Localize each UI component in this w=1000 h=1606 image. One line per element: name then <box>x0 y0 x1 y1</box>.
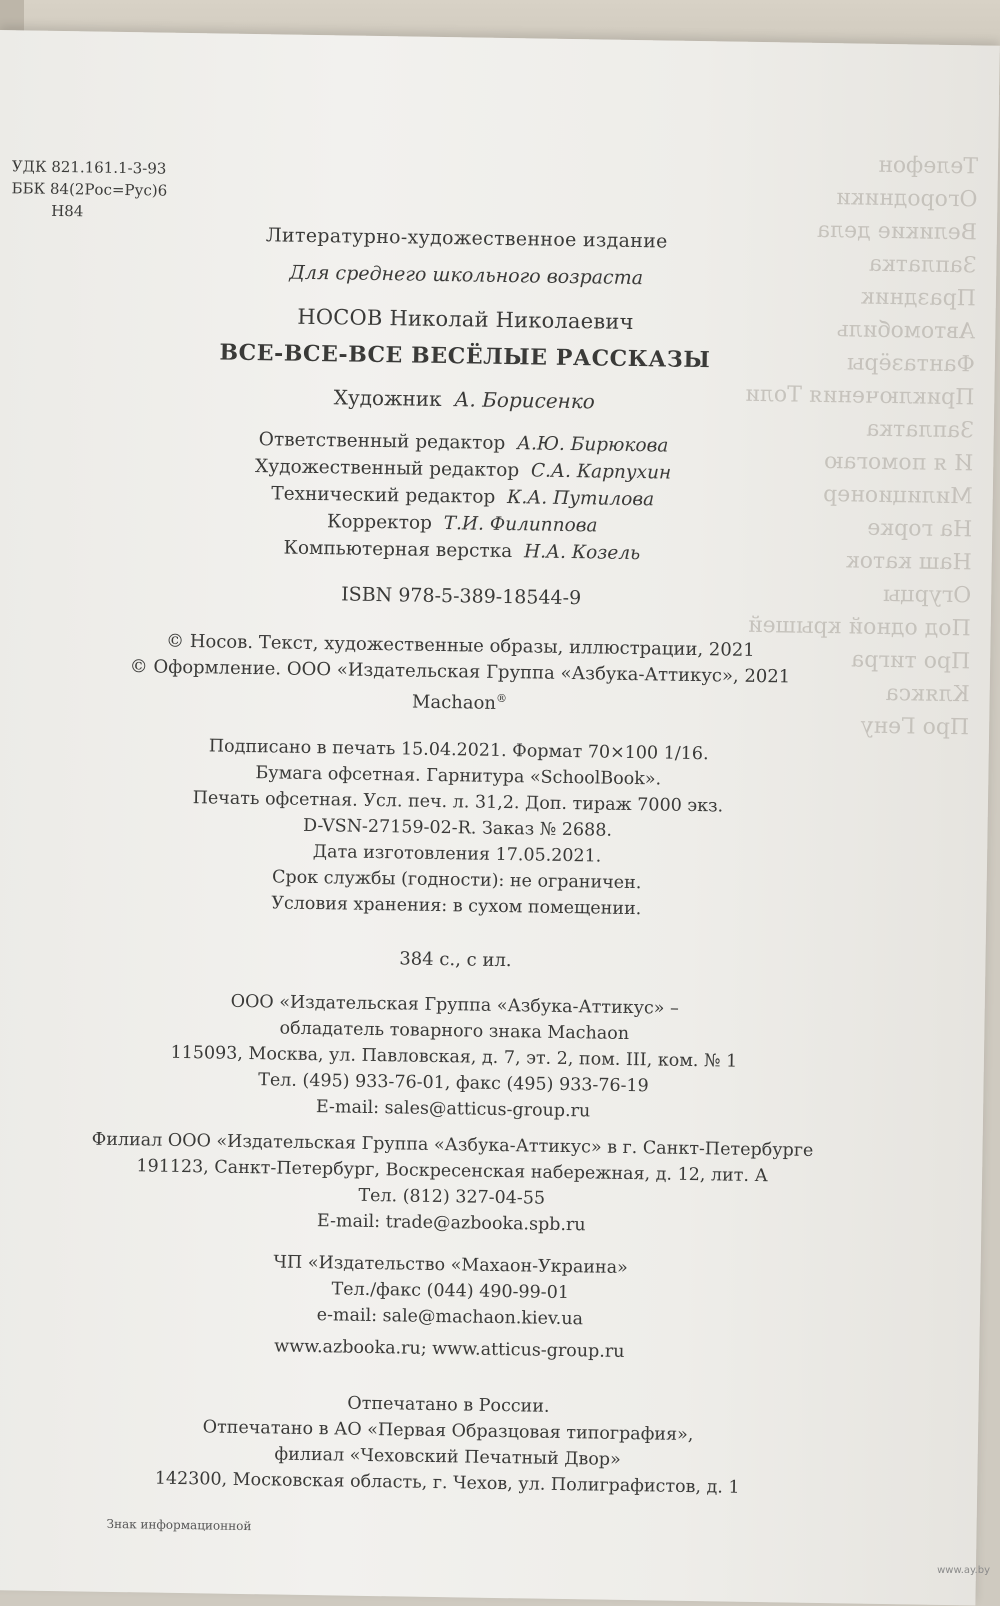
ukraine-block <box>0 1245 921 1338</box>
signed-line: Подписано в печать 15.04.2021. Формат 70×100 1/16. <box>208 736 709 765</box>
editorial-credits <box>0 422 934 572</box>
ukraine-line: ЧП «Издательство «Махаон-Украина» <box>273 1252 628 1279</box>
isbn: ISBN 978-5-389-18544-9 <box>341 583 582 610</box>
book-page <box>0 30 1000 1606</box>
print-line: Печать офсетная. Усл. печ. л. 31,2. Доп. тираж 7000 экз. <box>192 788 724 817</box>
artist-role: Художник <box>333 385 442 411</box>
filial-line: Тел. (812) 327-04-55 <box>358 1185 546 1209</box>
credit-role: Ответственный редактор <box>258 429 506 454</box>
credit-name: С.А. Карпухин <box>530 460 672 484</box>
edition-type: Литературно-художественное издание <box>265 224 668 253</box>
bleed-row: Огородники <box>835 185 978 213</box>
publisher-line: ООО «Издательская Группа «Азбука-Аттикус» – <box>230 991 679 1019</box>
copyright-design: © Оформление. ООО «Издательская Группа «Азбука-Аттикус», 2021 <box>129 656 791 688</box>
credit-role: Художественный редактор <box>254 456 520 482</box>
printed-block <box>0 1385 919 1504</box>
format-fraction: 1/16 <box>663 743 704 765</box>
book-title: ВСЕ-ВСЕ-ВСЕ ВЕСЁЛЫЕ РАССКАЗЫ <box>219 339 711 374</box>
signed-text: Подписано в печать 15.04.2021. Формат 70×100 <box>208 736 659 764</box>
bleed-row: Милиционер <box>822 481 973 510</box>
filial-block <box>0 1125 923 1244</box>
age-group: Для среднего школьного возраста <box>289 261 644 290</box>
filial-line: Филиал ООО «Издательская Группа «Азбука-Аттикус» в г. Санкт-Петербурге <box>91 1129 814 1161</box>
filial-line: 191123, Санкт-Петербург, Воскресенская набережная, д. 12, лит. А <box>136 1156 768 1187</box>
author-mark: Н84 <box>51 201 84 221</box>
publisher-line: 115093, Москва, ул. Павловская, д. 7, эт. 2, пом. III, ком. № 1 <box>170 1042 738 1072</box>
bleed-row: Наш каток <box>845 548 972 576</box>
copyright-block <box>0 626 931 724</box>
publisher-line: Тел. (495) 933-76-01, факс (495) 933-76-19 <box>258 1070 649 1097</box>
credit-role: Корректор <box>326 511 433 534</box>
bleed-row: Праздник <box>860 284 977 312</box>
paper-line: Бумага офсетная. Гарнитура «SchoolBook». <box>255 763 662 790</box>
printed-line: 142300, Московская область, г. Чехов, ул. Полиграфистов, д. 1 <box>154 1468 740 1498</box>
bleed-row: И я помогаю <box>824 449 974 477</box>
publisher-line: обладатель товарного знака Machaon <box>279 1018 630 1045</box>
bleed-row: Про тигра <box>850 647 971 675</box>
bottom-fragment: Знак информационной <box>106 1516 252 1534</box>
credit-name: Т.И. Филиппова <box>443 513 598 537</box>
printed-line: филиал «Чеховский Печатный Двор» <box>274 1444 621 1470</box>
bleed-row: Фантазёры <box>846 350 976 378</box>
artist-name: А. Борисенко <box>454 387 595 414</box>
websites: www.azbooka.ru; www.atticus-group.ru <box>274 1336 625 1362</box>
bbk-code: ББК 84(2Рос=Рус)6 <box>11 179 168 200</box>
bleed-row: Про Гену <box>860 713 970 741</box>
storage-line: Условия хранения: в сухом помещении. <box>271 893 642 920</box>
copyright-text: © Носов. Текст, художественные образы, иллюстрации, 2021 <box>165 630 755 661</box>
page-count: 384 с., с ил. <box>399 948 512 972</box>
bleed-row: Заплатка <box>866 416 975 444</box>
bleed-row: Великие дела <box>816 217 978 246</box>
bleed-row: Под одной крышей <box>747 612 971 642</box>
ukraine-line: Тел./факс (044) 490-99-01 <box>331 1279 570 1304</box>
bleed-row: Кляксa <box>885 680 970 708</box>
bleed-row: Огурцы <box>882 581 972 609</box>
shelf-life-line: Срок службы (годности): не ограничен. <box>271 867 642 894</box>
bleed-row: Автомобиль <box>836 317 976 345</box>
date-line: Дата изготовления 17.05.2021. <box>312 842 602 867</box>
udk-code: УДК 821.161.1-3-93 <box>11 157 167 178</box>
printed-line: Отпечатано в АО «Первая Образцовая типография», <box>202 1417 694 1446</box>
print-specs <box>0 730 929 927</box>
credit-role: Компьютерная верстка <box>283 537 513 563</box>
author-name: НОСОВ Николай Николаевич <box>297 304 634 334</box>
ukraine-line: e-mail: sale@machaon.kiev.ua <box>316 1305 584 1330</box>
classification-block <box>11 155 168 223</box>
credit-name: А.Ю. Бирюкова <box>516 433 669 457</box>
bleed-row: На горке <box>867 515 973 543</box>
bleed-row: Заплатка <box>868 251 977 279</box>
order-line: D-VSN-27159-02-R. Заказ № 2688. <box>302 815 613 841</box>
printed-line: Отпечатано в России. <box>347 1393 550 1417</box>
filial-line: E-mail: trade@azbooka.spb.ru <box>316 1211 586 1236</box>
bleed-row: Телефон <box>877 152 979 180</box>
credit-name: К.А. Путилова <box>506 487 655 511</box>
bleed-row: Приключения Толи <box>745 381 975 411</box>
registered-mark: ® <box>495 691 508 706</box>
credit-name: Н.А. Козель <box>523 541 641 565</box>
publisher-block <box>0 985 925 1130</box>
publisher-line: E-mail: sales@atticus-group.ru <box>315 1097 591 1122</box>
watermark: www.ay.by <box>937 1565 990 1576</box>
credit-role: Технический редактор <box>271 483 496 508</box>
brand-name: Machaon <box>411 691 497 714</box>
